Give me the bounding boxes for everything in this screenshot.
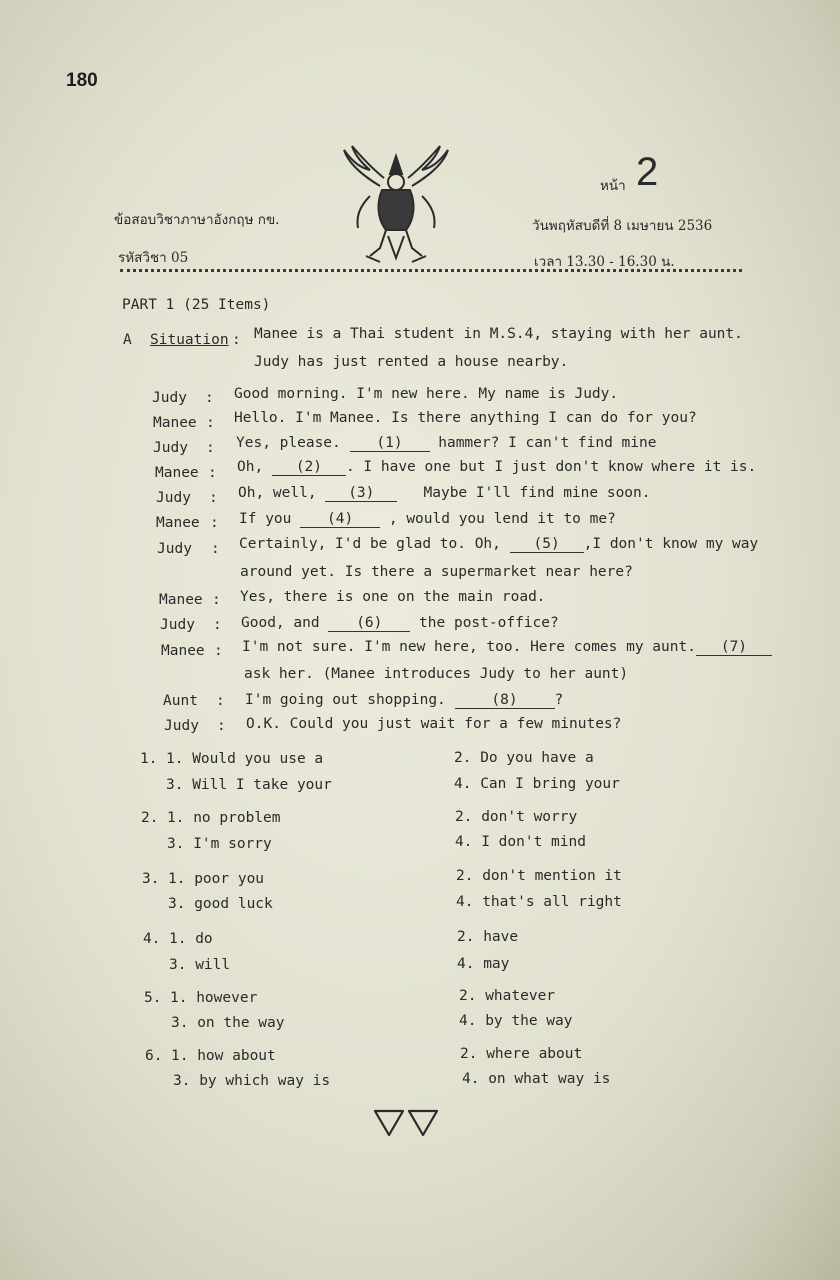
question-number: 3.	[142, 871, 160, 887]
answer-option[interactable]: 1. no problem	[167, 810, 281, 826]
dialogue-speaker: Manee	[156, 515, 200, 531]
garuda-emblem-icon	[340, 144, 452, 266]
situation-colon: :	[232, 332, 241, 348]
dialogue-colon: :	[205, 390, 214, 406]
dialogue-line	[238, 485, 651, 502]
situation-letter: A	[123, 332, 132, 348]
situation-label: Situation	[150, 332, 229, 348]
page-number: 180	[66, 70, 98, 91]
answer-option[interactable]: 2. where about	[460, 1046, 583, 1062]
answer-option[interactable]: 3. on the way	[171, 1015, 285, 1031]
answer-option[interactable]: 3. good luck	[168, 896, 273, 912]
exam-page-value: 2	[636, 150, 659, 194]
answer-option[interactable]: 1. however	[170, 990, 258, 1006]
dialogue-text: around yet. Is there a supermarket near here?	[240, 564, 633, 580]
dialogue-line	[236, 435, 656, 452]
dialogue-line	[244, 666, 628, 682]
dialogue-colon: :	[209, 490, 218, 506]
answer-blank: (5)	[510, 536, 584, 553]
dialogue-text: ask her. (Manee introduces Judy to her aunt)	[244, 666, 629, 682]
dotted-divider	[120, 269, 742, 272]
dialogue-text: Maybe I'll find mine soon.	[423, 485, 651, 501]
dialogue-line	[242, 639, 772, 656]
dialogue-text: I'm going out shopping.	[245, 692, 446, 708]
dialogue-colon: :	[206, 415, 215, 431]
answer-blank: (2)	[272, 459, 346, 476]
continue-triangles-icon	[372, 1108, 442, 1138]
dialogue-colon: :	[208, 465, 217, 481]
exam-date: วันพฤหัสบดีที่ 8 เมษายน 2536	[532, 218, 713, 234]
dialogue-line	[239, 536, 758, 553]
dialogue-line	[234, 410, 697, 426]
dialogue-line	[246, 716, 621, 732]
answer-option[interactable]: 3. I'm sorry	[167, 836, 272, 852]
answer-option[interactable]: 2. have	[457, 929, 519, 945]
answer-blank: (7)	[696, 639, 772, 656]
dialogue-speaker: Judy	[160, 617, 195, 633]
dialogue-text: hammer? I can't find mine	[438, 435, 657, 451]
dialogue-speaker: Manee	[153, 415, 197, 431]
answer-blank: (6)	[328, 615, 410, 632]
dialogue-colon: :	[211, 541, 220, 557]
dialogue-speaker: Manee	[161, 643, 205, 659]
answer-option[interactable]: 4. that's all right	[456, 894, 622, 910]
dialogue-speaker: Judy	[156, 490, 191, 506]
answer-option[interactable]: 2. Do you have a	[454, 750, 594, 766]
dialogue-line	[245, 692, 563, 709]
dialogue-text: O.K. Could you just wait for a few minutes?	[246, 716, 622, 732]
answer-option[interactable]: 1. how about	[171, 1048, 276, 1064]
dialogue-speaker: Judy	[152, 390, 187, 406]
dialogue-line	[240, 589, 546, 605]
answer-option[interactable]: 2. don't mention it	[456, 868, 622, 884]
subject-code: รหัสวิชา 05	[118, 250, 189, 266]
answer-option[interactable]: 4. on what way is	[462, 1071, 611, 1087]
dialogue-text: If you	[239, 511, 292, 527]
dialogue-colon: :	[206, 440, 215, 456]
dialogue-colon: :	[212, 592, 221, 608]
dialogue-colon: :	[214, 643, 223, 659]
dialogue-text: Yes, please.	[236, 435, 341, 451]
answer-blank: (8)	[455, 692, 555, 709]
situation-line-2: Judy has just rented a house nearby.	[254, 354, 569, 370]
dialogue-text: Hello. I'm Manee. Is there anything I can do for you?	[234, 410, 697, 426]
dialogue-speaker: Manee	[155, 465, 199, 481]
dialogue-colon: :	[210, 515, 219, 531]
answer-option[interactable]: 4. by the way	[459, 1013, 573, 1029]
dialogue-speaker: Judy	[157, 541, 192, 557]
dialogue-text: the post-office?	[419, 615, 559, 631]
dialogue-text: . I have one but I just don't know where it is.	[345, 459, 757, 475]
answer-option[interactable]: 2. don't worry	[455, 809, 578, 825]
question-number: 1.	[140, 751, 158, 767]
part-title: PART 1 (25 Items)	[122, 297, 271, 313]
question-number: 2.	[141, 810, 159, 826]
dialogue-speaker: Judy	[153, 440, 188, 456]
answer-option[interactable]: 3. by which way is	[173, 1073, 331, 1089]
dialogue-text: I'm not sure. I'm new here, too. Here comes my aunt.	[242, 639, 696, 655]
dialogue-colon: :	[213, 617, 222, 633]
dialogue-text: Certainly, I'd be glad to. Oh,	[239, 536, 501, 552]
exam-time: เวลา 13.30 - 16.30 น.	[534, 254, 675, 270]
dialogue-text: , would you lend it to me?	[388, 511, 616, 527]
dialogue-text: ?	[554, 692, 564, 708]
answer-blank: (4)	[300, 511, 380, 528]
answer-option[interactable]: 1. poor you	[168, 871, 265, 887]
dialogue-text: Oh,	[237, 459, 264, 475]
answer-option[interactable]: 4. I don't mind	[455, 834, 586, 850]
answer-option[interactable]: 2. whatever	[459, 988, 556, 1004]
answer-option[interactable]: 1. Would you use a	[166, 751, 324, 767]
dialogue-colon: :	[217, 718, 226, 734]
dialogue-speaker: Aunt	[163, 693, 198, 709]
answer-option[interactable]: 3. Will I take your	[166, 777, 332, 793]
page-label: หน้า	[600, 178, 626, 194]
dialogue-line	[237, 459, 756, 476]
exam-subject: ข้อสอบวิชาภาษาอังกฤษ กข.	[114, 212, 280, 228]
answer-blank: (3)	[325, 485, 397, 502]
answer-option[interactable]: 1. do	[169, 931, 213, 947]
answer-option[interactable]: 4. may	[457, 956, 510, 972]
dialogue-colon: :	[216, 693, 225, 709]
question-number: 4.	[143, 931, 161, 947]
dialogue-text: Oh, well,	[238, 485, 317, 501]
dialogue-line	[240, 564, 633, 580]
dialogue-line	[239, 511, 616, 528]
dialogue-text: Good morning. I'm new here. My name is Judy.	[234, 386, 619, 402]
answer-option[interactable]: 3. will	[169, 957, 231, 973]
dialogue-speaker: Judy	[164, 718, 199, 734]
dialogue-speaker: Manee	[159, 592, 203, 608]
question-number: 6.	[145, 1048, 163, 1064]
dialogue-text: Yes, there is one on the main road.	[240, 589, 546, 605]
answer-blank: (1)	[350, 435, 430, 452]
answer-option[interactable]: 4. Can I bring your	[454, 776, 620, 792]
dialogue-line	[241, 615, 559, 632]
dialogue-line	[234, 386, 618, 402]
question-number: 5.	[144, 990, 162, 1006]
situation-line-1: Manee is a Thai student in M.S.4, staying with her aunt.	[254, 326, 743, 342]
dialogue-text: Good, and	[241, 615, 320, 631]
dialogue-text: ,I don't know my way	[583, 536, 759, 552]
